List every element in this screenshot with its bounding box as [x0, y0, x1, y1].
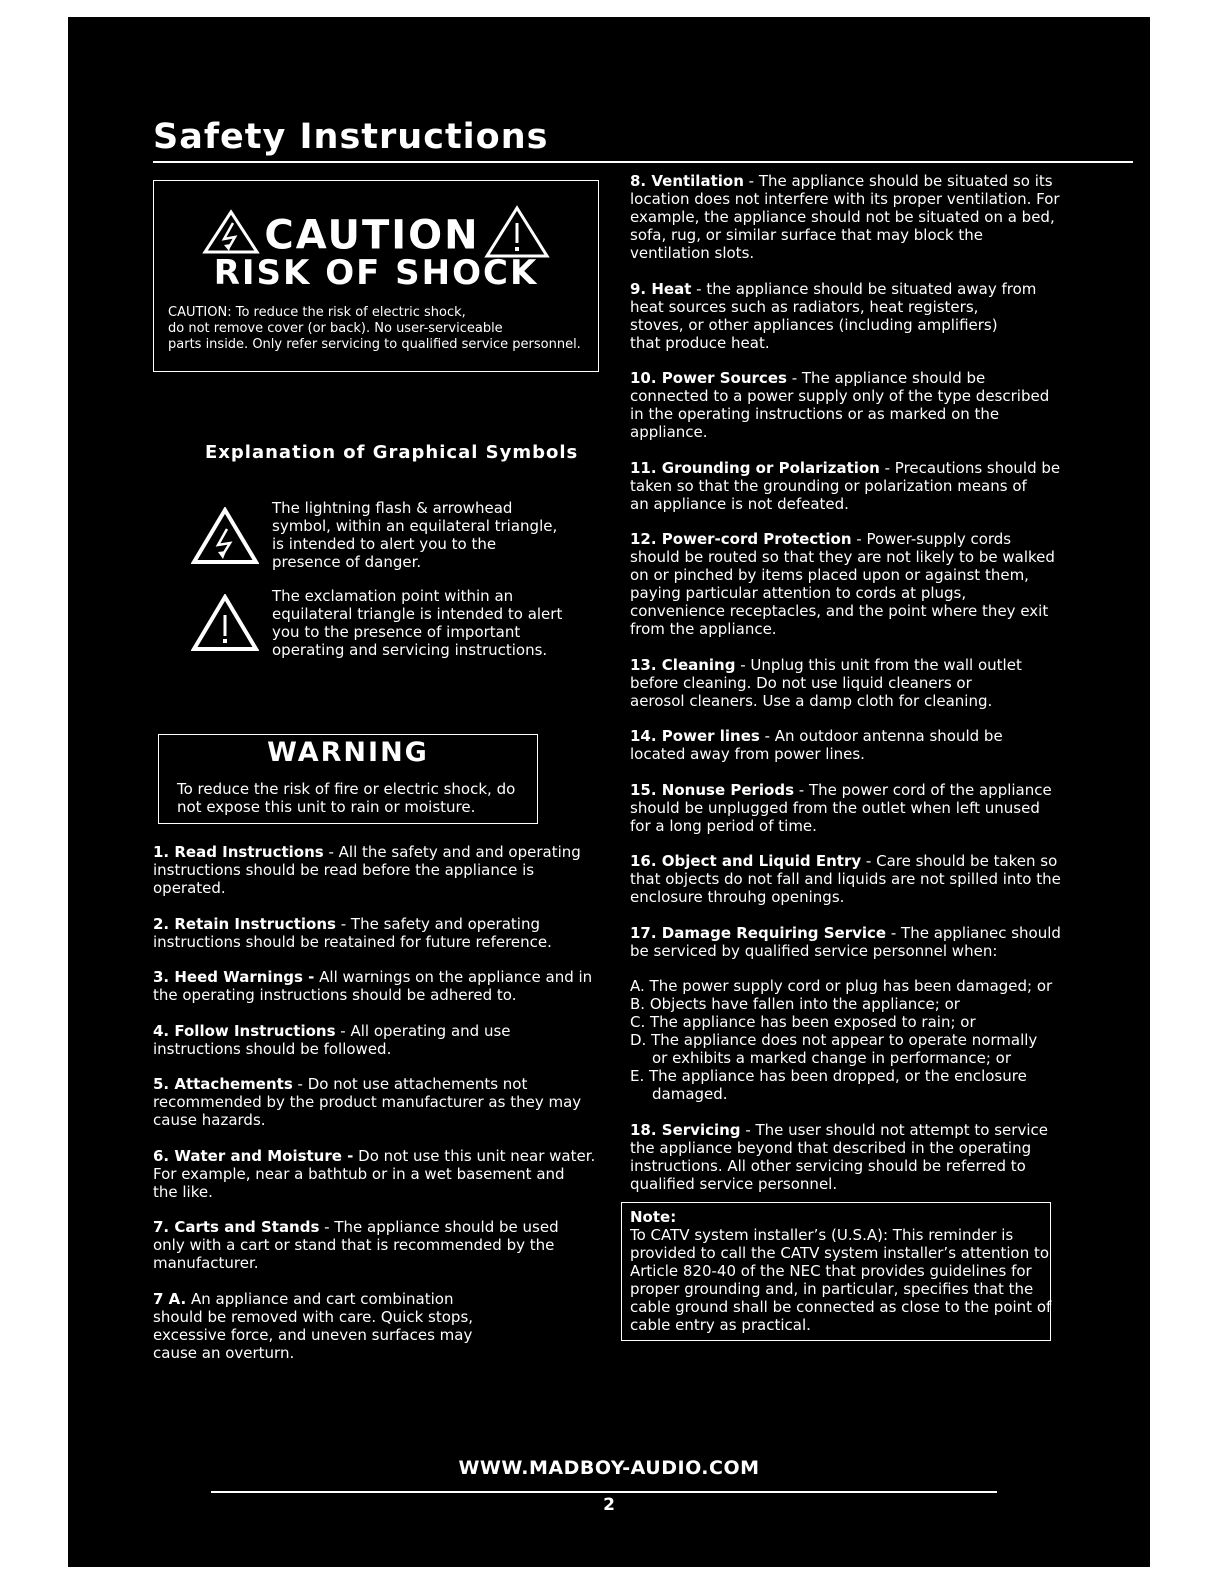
damage-condition: B. Objects have fallen into the appliance; or: [630, 995, 960, 1013]
note-line: proper grounding and, in particular, specifies that the: [630, 1280, 1034, 1298]
instruction-title: 12. Power-cord Protection: [630, 530, 852, 548]
title-divider: [153, 161, 1133, 163]
instruction-text: - The power cord of the appliance: [794, 780, 1052, 799]
lightning-symbol-text: [272, 499, 557, 571]
instruction-title: 8. Ventilation: [630, 172, 744, 190]
symbol-line: operating and servicing instructions.: [272, 641, 548, 659]
damage-conditions-list: [630, 977, 1061, 1103]
instruction-line: on or pinched by items placed upon or against them,: [630, 566, 1029, 584]
instruction-line: only with a cart or stand that is recommended by the: [153, 1236, 555, 1254]
warning-line: not expose this unit to rain or moisture.: [177, 798, 476, 816]
instruction-line: manufacturer.: [153, 1254, 259, 1272]
instruction-line: the operating instructions should be adhered to.: [153, 986, 517, 1004]
instruction-line: instructions should be followed.: [153, 1039, 392, 1058]
note-title: Note:: [630, 1208, 677, 1226]
instruction-line: qualified service personnel.: [630, 1174, 838, 1193]
instruction-title: 18. Servicing: [630, 1120, 741, 1139]
instruction-line: should be removed with care. Quick stops,: [153, 1307, 474, 1326]
exclamation-triangle-icon: [191, 594, 259, 656]
instruction-line: should be routed so that they are not likely to be walked: [630, 548, 1055, 566]
instruction-line: stoves, or other appliances (including amplifiers): [630, 315, 998, 334]
warning-text: [177, 780, 515, 816]
instruction-text: - Unplug this unit from the wall outlet: [735, 655, 1022, 674]
instruction-line: paying particular attention to cords at plugs,: [630, 584, 967, 602]
instruction-line: convenience receptacles, and the point where they exit: [630, 602, 1049, 620]
note-line: cable ground shall be connected as close to the point of: [630, 1298, 1052, 1316]
instruction-text: - The appliance should be situated so its: [743, 172, 1053, 190]
note-line: Article 820-40 of the NEC that provides guidelines for: [630, 1262, 1032, 1280]
caution-line: do not remove cover (or back). No user-serviceable: [168, 321, 503, 336]
instruction-item: [630, 1121, 1061, 1193]
caution-line: CAUTION: To reduce the risk of electric shock,: [168, 305, 466, 320]
instruction-line: For example, near a bathtub or in a wet basement and: [153, 1164, 565, 1183]
instruction-line: enclosure throuhg openings.: [630, 888, 845, 906]
instruction-line: example, the appliance should not be situated on a bed,: [630, 208, 1055, 226]
instruction-line: heat sources such as radiators, heat registers,: [630, 297, 979, 316]
instruction-line: ventilation slots.: [630, 244, 755, 262]
warning-box: [158, 734, 538, 824]
instruction-title: 5. Attachements: [153, 1075, 293, 1093]
instruction-item: [153, 1290, 595, 1362]
instruction-text: - The appliance should be used: [319, 1218, 559, 1236]
instruction-title: 7. Carts and Stands: [153, 1218, 320, 1236]
note-line: provided to call the CATV system installer’s attention to: [630, 1244, 1050, 1262]
instruction-line: instructions. All other servicing should be referred to: [630, 1156, 1026, 1175]
instruction-item: [630, 172, 1061, 262]
damage-condition: E. The appliance has been dropped, or the enclosure: [630, 1067, 1027, 1085]
instruction-text: - The user should not attempt to service: [740, 1120, 1048, 1139]
damage-condition-continued: or exhibits a marked change in performance; or: [652, 1049, 1012, 1067]
instruction-item: [630, 459, 1061, 513]
damage-condition: A. The power supply cord or plug has been damaged; or: [630, 977, 1053, 995]
instruction-title: 4. Follow Instructions: [153, 1021, 336, 1040]
symbol-line: symbol, within an equilateral triangle,: [272, 517, 558, 535]
risk-of-shock-heading: RISK OF SHOCK: [213, 253, 539, 293]
instruction-item: [630, 852, 1061, 906]
instruction-line: recommended by the product manufacturer as they may: [153, 1093, 582, 1111]
instruction-text: - Care should be taken so: [861, 852, 1058, 870]
caution-text: [168, 305, 590, 353]
right-instructions-list: [630, 172, 1061, 1210]
instruction-line: from the appliance.: [630, 620, 777, 638]
page-title: Safety Instructions: [153, 117, 549, 157]
instruction-text: - The appliance should be: [786, 369, 986, 387]
instruction-item: [153, 1147, 595, 1201]
instruction-text: Do not use this unit near water.: [353, 1146, 596, 1165]
instruction-line: before cleaning. Do not use liquid cleaners or: [630, 673, 972, 692]
instruction-title: 15. Nonuse Periods: [630, 780, 795, 799]
instruction-line: for a long period of time.: [630, 816, 817, 835]
instruction-item: [630, 727, 1061, 763]
exclamation-symbol-text: [272, 587, 562, 659]
instruction-line: connected to a power supply only of the type described: [630, 387, 1050, 405]
catv-note-box: [621, 1202, 1051, 1341]
instruction-item: [153, 843, 595, 897]
instruction-line: the like.: [153, 1182, 213, 1201]
instruction-title: 1. Read Instructions: [153, 843, 324, 861]
instruction-line: appliance.: [630, 423, 708, 441]
instruction-line: that objects do not fall and liquids are not spilled into the: [630, 870, 1061, 888]
note-text: [630, 1208, 1051, 1334]
instruction-title: 14. Power lines: [630, 727, 760, 745]
caution-heading: CAUTION: [264, 212, 480, 259]
instruction-text: - The applianec should: [886, 923, 1061, 942]
footer-divider: [211, 1491, 997, 1493]
instruction-line: the appliance beyond that described in the operating: [630, 1138, 1032, 1157]
instruction-title: 16. Object and Liquid Entry: [630, 852, 862, 870]
instruction-title: 11. Grounding or Polarization: [630, 458, 880, 477]
instruction-text: An appliance and cart combination: [186, 1289, 454, 1308]
instruction-title: 17. Damage Requiring Service: [630, 923, 887, 942]
instruction-line: sofa, rug, or similar surface that may block the: [630, 226, 983, 244]
instruction-title: 6. Water and Moisture -: [153, 1146, 354, 1165]
instruction-title: 3. Heed Warnings -: [153, 968, 315, 986]
lightning-triangle-icon: [191, 507, 259, 569]
instruction-item: [630, 781, 1061, 835]
instruction-text: - Power-supply cords: [851, 530, 1012, 548]
instruction-line: instructions should be reatained for future reference.: [153, 932, 552, 951]
instruction-item: [153, 1022, 595, 1058]
instruction-line: in the operating instructions or as marked on the: [630, 405, 1000, 423]
symbol-line: presence of danger.: [272, 553, 422, 571]
instruction-line: excessive force, and uneven surfaces may: [153, 1325, 473, 1344]
symbol-line: The lightning flash & arrowhead: [272, 499, 513, 517]
instruction-item: [153, 1218, 595, 1272]
instruction-text: - The safety and operating: [335, 914, 540, 933]
instruction-line: that produce heat.: [630, 333, 770, 352]
instruction-text: - the appliance should be situated away from: [691, 279, 1037, 298]
symbol-line: The exclamation point within an: [272, 587, 514, 605]
instruction-item: [630, 656, 1061, 710]
left-instructions-list: [153, 843, 595, 1379]
instruction-item: [153, 1075, 595, 1129]
instruction-title: 9. Heat: [630, 279, 692, 298]
instruction-item: [630, 530, 1061, 638]
instruction-text: - All the safety and and operating: [323, 843, 581, 861]
instruction-title: 10. Power Sources: [630, 369, 787, 387]
symbols-heading: Explanation of Graphical Symbols: [205, 442, 579, 463]
instruction-line: operated.: [153, 879, 226, 897]
caution-box: [153, 180, 599, 372]
manual-page: [68, 17, 1150, 1567]
instruction-text: - Precautions should be: [879, 458, 1061, 477]
damage-condition-continued: damaged.: [652, 1085, 728, 1103]
instruction-line: cause an overturn.: [153, 1343, 295, 1362]
damage-condition: C. The appliance has been exposed to rain; or: [630, 1013, 976, 1031]
instruction-text: - An outdoor antenna should be: [759, 727, 1003, 745]
instruction-item: [630, 924, 1061, 960]
instruction-text: All warnings on the appliance and in: [314, 968, 593, 986]
note-line: cable entry as practical.: [630, 1316, 811, 1334]
instruction-line: instructions should be read before the appliance is: [153, 861, 535, 879]
instruction-line: aerosol cleaners. Use a damp cloth for cleaning.: [630, 691, 993, 710]
instruction-line: should be unplugged from the outlet when left unused: [630, 798, 1040, 817]
warning-line: To reduce the risk of fire or electric shock, do: [177, 780, 516, 798]
instruction-line: located away from power lines.: [630, 745, 865, 763]
symbol-line: is intended to alert you to the: [272, 535, 497, 553]
website-url[interactable]: WWW.MADBOY-AUDIO.COM: [458, 1457, 760, 1479]
instruction-item: [630, 369, 1061, 441]
instruction-title: 2. Retain Instructions: [153, 914, 336, 933]
note-line: To CATV system installer’s (U.S.A): This reminder is: [630, 1226, 1014, 1244]
warning-heading: WARNING: [267, 737, 429, 768]
instruction-text: - Do not use attachements not: [292, 1075, 528, 1093]
instruction-text: - All operating and use: [335, 1021, 511, 1040]
instruction-line: taken so that the grounding or polarization means of: [630, 476, 1027, 495]
instruction-title: 13. Cleaning: [630, 655, 736, 674]
symbol-line: equilateral triangle is intended to alert: [272, 605, 563, 623]
instruction-item: [153, 968, 595, 1004]
instruction-item: [630, 280, 1061, 352]
instruction-item: [153, 915, 595, 951]
instruction-line: location does not interfere with its proper ventilation. For: [630, 190, 1060, 208]
instruction-title: 7 A.: [153, 1289, 187, 1308]
damage-condition: D. The appliance does not appear to operate normally: [630, 1031, 1038, 1049]
instruction-line: cause hazards.: [153, 1111, 266, 1129]
instruction-line: an appliance is not defeated.: [630, 494, 849, 513]
caution-line: parts inside. Only refer servicing to qualified service personnel.: [168, 337, 581, 352]
page-number: 2: [603, 1495, 615, 1515]
instruction-line: be serviced by qualified service personnel when:: [630, 941, 998, 960]
symbol-line: you to the presence of important: [272, 623, 521, 641]
